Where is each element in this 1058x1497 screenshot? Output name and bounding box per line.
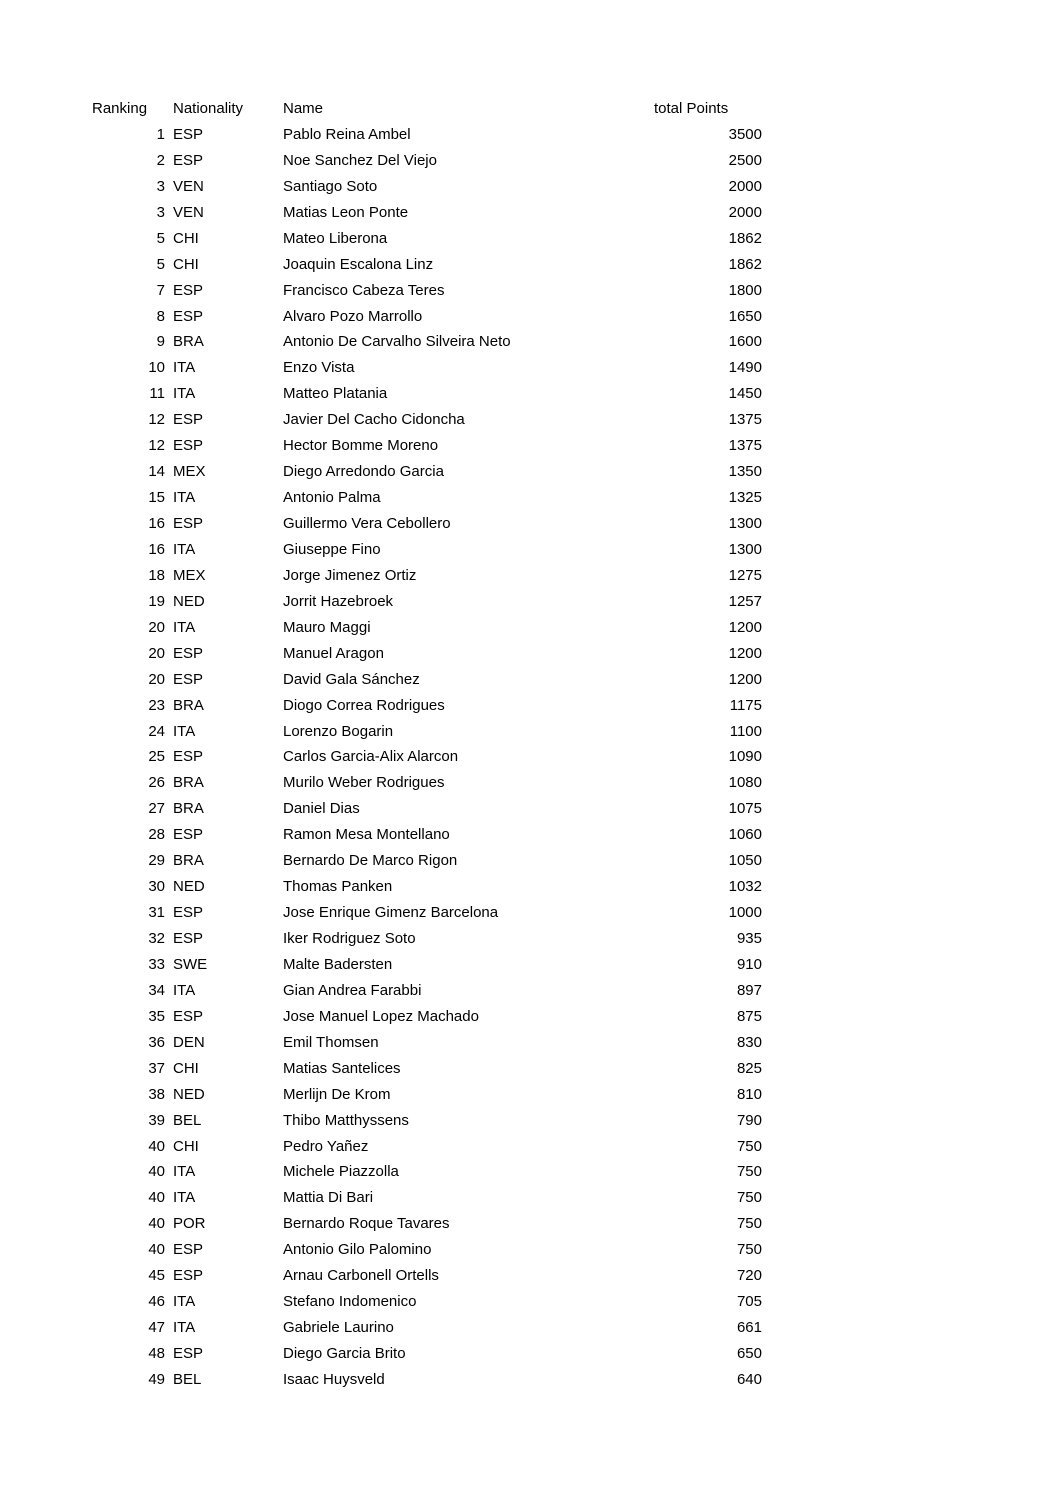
cell-name: Hector Bomme Moreno	[283, 437, 439, 455]
table-row	[92, 874, 762, 900]
cell-name: Pablo Reina Ambel	[283, 125, 411, 143]
cell-name: Antonio Palma	[283, 489, 381, 507]
cell-name: Arnau Carbonell Ortells	[283, 1267, 439, 1285]
table-row	[92, 174, 762, 200]
cell-ranking: 25	[148, 748, 165, 766]
cell-ranking: 46	[148, 1293, 165, 1311]
cell-nationality: BRA	[173, 696, 204, 714]
cell-ranking: 5	[156, 255, 165, 273]
cell-nationality: ITA	[173, 540, 196, 558]
cell-ranking: 34	[148, 981, 165, 999]
cell-nationality: MEX	[173, 463, 206, 481]
cell-points: 875	[736, 1007, 762, 1025]
cell-ranking: 14	[148, 463, 165, 481]
table-row	[92, 719, 762, 745]
cell-name: Bernardo De Marco Rigon	[283, 852, 458, 870]
cell-name: Stefano Indomenico	[283, 1293, 417, 1311]
cell-name: Thibo Matthyssens	[283, 1111, 409, 1129]
table-row	[92, 1159, 762, 1185]
table-row	[92, 693, 762, 719]
table-row	[92, 1289, 762, 1315]
cell-points: 1275	[728, 566, 762, 584]
cell-name: Antonio Gilo Palomino	[283, 1241, 432, 1259]
cell-points: 1000	[728, 904, 762, 922]
cell-name: Noe Sanchez Del Viejo	[283, 151, 437, 169]
cell-nationality: BRA	[173, 800, 204, 818]
cell-ranking: 39	[148, 1111, 165, 1129]
cell-ranking: 29	[148, 852, 165, 870]
cell-name: Javier Del Cacho Cidoncha	[283, 411, 465, 429]
cell-nationality: CHI	[173, 255, 199, 273]
cell-name: Joaquin Escalona Linz	[283, 255, 434, 273]
cell-nationality: DEN	[173, 1033, 205, 1051]
cell-points: 1862	[728, 229, 762, 247]
table-row	[92, 459, 762, 485]
cell-ranking: 23	[148, 696, 165, 714]
cell-nationality: ESP	[173, 281, 204, 299]
cell-points: 897	[736, 981, 762, 999]
cell-points: 1800	[728, 281, 762, 299]
cell-nationality: BEL	[173, 1370, 202, 1388]
cell-points: 640	[736, 1370, 762, 1388]
cell-ranking: 40	[148, 1189, 165, 1207]
cell-nationality: ITA	[173, 359, 196, 377]
cell-nationality: ESP	[173, 515, 204, 532]
table-row	[92, 485, 762, 511]
cell-nationality: NED	[173, 592, 205, 610]
cell-points: 1490	[728, 359, 762, 377]
table-row	[92, 900, 762, 926]
cell-ranking: 49	[148, 1370, 165, 1388]
table-row	[92, 563, 762, 589]
table-row	[92, 1367, 762, 1393]
table-row	[92, 122, 762, 148]
cell-ranking: 26	[148, 774, 165, 792]
cell-nationality: ESP	[173, 644, 204, 662]
table-row	[92, 796, 762, 822]
cell-name: Giuseppe Fino	[283, 540, 381, 558]
cell-name: Isaac Huysveld	[283, 1370, 385, 1388]
cell-points: 1375	[728, 437, 762, 455]
cell-name: Thomas Panken	[283, 878, 393, 896]
header-ranking: Ranking	[92, 100, 148, 117]
cell-points: 1300	[728, 540, 762, 558]
cell-nationality: POR	[173, 1215, 206, 1233]
cell-nationality: SWE	[173, 955, 208, 973]
cell-points: 750	[736, 1189, 762, 1207]
cell-name: Jose Manuel Lopez Machado	[283, 1007, 479, 1025]
cell-ranking: 45	[148, 1267, 165, 1285]
cell-nationality: ITA	[173, 1293, 196, 1311]
table-row	[92, 537, 762, 563]
cell-name: Guillermo Vera Cebollero	[283, 515, 451, 532]
table-row	[92, 667, 762, 693]
cell-points: 910	[736, 955, 762, 973]
table-row	[92, 148, 762, 174]
cell-ranking: 40	[148, 1163, 165, 1181]
cell-nationality: MEX	[173, 566, 206, 584]
cell-ranking: 2	[156, 151, 165, 169]
table-row	[92, 744, 762, 770]
cell-nationality: ESP	[173, 125, 204, 143]
cell-ranking: 40	[148, 1241, 165, 1259]
cell-ranking: 38	[148, 1085, 165, 1103]
table-row	[92, 433, 762, 459]
cell-ranking: 31	[148, 904, 165, 922]
cell-points: 1862	[728, 255, 762, 273]
cell-name: Emil Thomsen	[283, 1033, 379, 1051]
table-row	[92, 822, 762, 848]
cell-ranking: 12	[148, 437, 165, 455]
cell-nationality: ESP	[173, 670, 204, 688]
cell-points: 1080	[728, 774, 762, 792]
cell-ranking: 1	[156, 125, 165, 143]
cell-name: Carlos Garcia-Alix Alarcon	[283, 748, 459, 766]
cell-ranking: 47	[148, 1319, 165, 1337]
table-row	[92, 770, 762, 796]
cell-points: 790	[736, 1111, 762, 1129]
table-row	[92, 407, 762, 433]
cell-name: Diego Arredondo Garcia	[283, 463, 444, 481]
table-row	[92, 226, 762, 252]
table-row	[92, 511, 762, 537]
cell-name: Mateo Liberona	[283, 229, 388, 247]
cell-ranking: 36	[148, 1033, 165, 1051]
cell-nationality: ESP	[173, 904, 204, 922]
table-row	[92, 589, 762, 615]
cell-name: Bernardo Roque Tavares	[283, 1215, 450, 1233]
cell-nationality: ESP	[173, 307, 204, 325]
table-row	[92, 926, 762, 952]
cell-ranking: 7	[156, 281, 165, 299]
table-row	[92, 1263, 762, 1289]
cell-points: 750	[736, 1215, 762, 1233]
cell-nationality: CHI	[173, 1059, 199, 1077]
cell-name: Manuel Aragon	[283, 644, 384, 662]
cell-nationality: VEN	[173, 177, 204, 195]
cell-ranking: 32	[148, 930, 165, 947]
table-row	[92, 1315, 762, 1341]
cell-ranking: 3	[156, 177, 165, 195]
cell-points: 1050	[728, 852, 762, 870]
cell-ranking: 10	[148, 359, 165, 377]
cell-points: 661	[736, 1319, 762, 1337]
cell-ranking: 40	[148, 1215, 165, 1233]
cell-name: Malte Badersten	[283, 955, 393, 973]
cell-nationality: ESP	[173, 930, 204, 947]
table-row	[92, 1185, 762, 1211]
table-row	[92, 252, 762, 278]
cell-points: 1300	[728, 515, 762, 532]
cell-ranking: 24	[148, 722, 165, 740]
table-row	[92, 1082, 762, 1108]
cell-points: 1100	[729, 722, 762, 740]
table-row	[92, 952, 762, 978]
header-nationality: Nationality	[173, 100, 244, 117]
table-row	[92, 381, 762, 407]
cell-name: Francisco Cabeza Teres	[283, 281, 445, 299]
cell-points: 1450	[728, 385, 762, 403]
cell-points: 650	[736, 1345, 762, 1362]
cell-nationality: ESP	[173, 437, 204, 455]
cell-nationality: CHI	[173, 1137, 199, 1155]
cell-points: 1175	[729, 696, 762, 714]
cell-ranking: 18	[148, 566, 165, 584]
cell-nationality: ITA	[173, 1189, 196, 1207]
cell-points: 1200	[728, 644, 762, 662]
cell-name: Alvaro Pozo Marrollo	[283, 307, 423, 325]
cell-nationality: ITA	[173, 722, 196, 740]
table-row	[92, 641, 762, 667]
cell-points: 1325	[728, 489, 762, 507]
cell-nationality: BEL	[173, 1111, 202, 1129]
cell-ranking: 20	[148, 618, 165, 636]
cell-name: Lorenzo Bogarin	[283, 722, 394, 740]
cell-nationality: NED	[173, 878, 205, 896]
cell-points: 830	[736, 1033, 762, 1051]
cell-ranking: 8	[156, 307, 165, 325]
cell-points: 2000	[728, 177, 762, 195]
cell-nationality: ESP	[173, 1267, 204, 1285]
cell-ranking: 40	[148, 1137, 165, 1155]
cell-name: Merlijn De Krom	[283, 1085, 391, 1103]
cell-name: Matias Santelices	[283, 1059, 401, 1077]
cell-points: 705	[736, 1293, 762, 1311]
cell-points: 1350	[728, 463, 762, 481]
table-row	[92, 978, 762, 1004]
cell-nationality: ESP	[173, 1007, 204, 1025]
cell-points: 825	[736, 1059, 762, 1077]
cell-ranking: 20	[148, 670, 165, 688]
cell-name: Jorge Jimenez Ortiz	[283, 566, 417, 584]
cell-points: 1600	[728, 333, 762, 351]
cell-ranking: 19	[148, 592, 165, 610]
header-name: Name	[283, 100, 324, 117]
cell-ranking: 12	[148, 411, 165, 429]
cell-points: 750	[736, 1241, 762, 1259]
cell-name: Antonio De Carvalho Silveira Neto	[283, 333, 511, 351]
cell-ranking: 15	[148, 489, 165, 507]
cell-nationality: BRA	[173, 774, 204, 792]
cell-nationality: ESP	[173, 151, 204, 169]
cell-points: 1200	[728, 618, 762, 636]
cell-points: 2000	[728, 203, 762, 221]
table-row	[92, 1056, 762, 1082]
cell-points: 1257	[728, 592, 762, 610]
cell-name: Diogo Correa Rodrigues	[283, 696, 445, 714]
cell-name: Gian Andrea Farabbi	[283, 981, 422, 999]
cell-points: 935	[736, 930, 762, 947]
cell-name: Santiago Soto	[283, 177, 378, 195]
cell-points: 1032	[728, 878, 762, 896]
cell-ranking: 30	[148, 878, 165, 896]
cell-name: Diego Garcia Brito	[283, 1345, 406, 1362]
table-row	[92, 329, 762, 355]
cell-points: 1200	[728, 670, 762, 688]
cell-nationality: ESP	[173, 1241, 204, 1259]
cell-nationality: BRA	[173, 852, 204, 870]
cell-nationality: VEN	[173, 203, 204, 221]
cell-name: Daniel Dias	[283, 800, 360, 818]
cell-name: Matias Leon Ponte	[283, 203, 409, 221]
table-row	[92, 278, 762, 304]
cell-nationality: ESP	[173, 748, 204, 766]
cell-name: David Gala Sánchez	[283, 670, 420, 688]
cell-ranking: 33	[148, 955, 165, 973]
table-row	[92, 304, 762, 330]
cell-nationality: ESP	[173, 826, 204, 844]
cell-nationality: ITA	[173, 1319, 196, 1337]
cell-nationality: ESP	[173, 411, 204, 429]
cell-points: 750	[736, 1137, 762, 1155]
table-row	[92, 1108, 762, 1134]
table-row	[92, 1134, 762, 1160]
cell-name: Ramon Mesa Montellano	[283, 826, 450, 844]
cell-points: 1650	[728, 307, 762, 325]
cell-name: Mauro Maggi	[283, 618, 371, 636]
cell-points: 3500	[728, 125, 762, 143]
cell-ranking: 37	[148, 1059, 165, 1077]
cell-ranking: 16	[148, 540, 165, 558]
table-row	[92, 1341, 762, 1367]
cell-nationality: BRA	[173, 333, 204, 351]
cell-ranking: 3	[156, 203, 165, 221]
cell-nationality: ITA	[173, 618, 196, 636]
table-body	[92, 122, 762, 1393]
cell-name: Michele Piazzolla	[283, 1163, 399, 1181]
table-row	[92, 1030, 762, 1056]
table-row	[92, 200, 762, 226]
cell-points: 1060	[728, 826, 762, 844]
cell-ranking: 35	[148, 1007, 165, 1025]
table-header-row	[92, 96, 762, 122]
cell-nationality: CHI	[173, 229, 199, 247]
header-points: total Points	[654, 100, 729, 117]
cell-ranking: 16	[148, 515, 165, 532]
cell-nationality: ESP	[173, 1345, 204, 1362]
cell-ranking: 9	[156, 333, 165, 351]
cell-ranking: 11	[149, 385, 165, 403]
cell-points: 1375	[728, 411, 762, 429]
cell-name: Murilo Weber Rodrigues	[283, 774, 445, 792]
table-row	[92, 848, 762, 874]
cell-points: 810	[736, 1085, 762, 1103]
cell-points: 1090	[728, 748, 762, 766]
cell-points: 2500	[728, 151, 762, 169]
cell-name: Pedro Yañez	[283, 1137, 369, 1155]
cell-name: Jorrit Hazebroek	[283, 592, 394, 610]
cell-points: 720	[736, 1267, 762, 1285]
ranking-table	[92, 96, 762, 1393]
table-row	[92, 355, 762, 381]
cell-points: 750	[736, 1163, 762, 1181]
table-row	[92, 1211, 762, 1237]
cell-name: Mattia Di Bari	[283, 1189, 374, 1207]
cell-name: Jose Enrique Gimenz Barcelona	[283, 904, 499, 922]
cell-ranking: 5	[156, 229, 165, 247]
cell-ranking: 48	[148, 1345, 165, 1362]
cell-name: Iker Rodriguez Soto	[283, 930, 416, 947]
table-row	[92, 1237, 762, 1263]
cell-ranking: 20	[148, 644, 165, 662]
cell-nationality: ITA	[173, 1163, 196, 1181]
table-row	[92, 1004, 762, 1030]
table-row	[92, 615, 762, 641]
cell-ranking: 28	[148, 826, 165, 844]
cell-points: 1075	[728, 800, 762, 818]
cell-name: Gabriele Laurino	[283, 1319, 394, 1337]
cell-nationality: ITA	[173, 981, 196, 999]
cell-name: Matteo Platania	[283, 385, 388, 403]
cell-nationality: ITA	[173, 385, 196, 403]
cell-nationality: ITA	[173, 489, 196, 507]
cell-name: Enzo Vista	[283, 359, 355, 377]
cell-ranking: 27	[148, 800, 165, 818]
cell-nationality: NED	[173, 1085, 205, 1103]
